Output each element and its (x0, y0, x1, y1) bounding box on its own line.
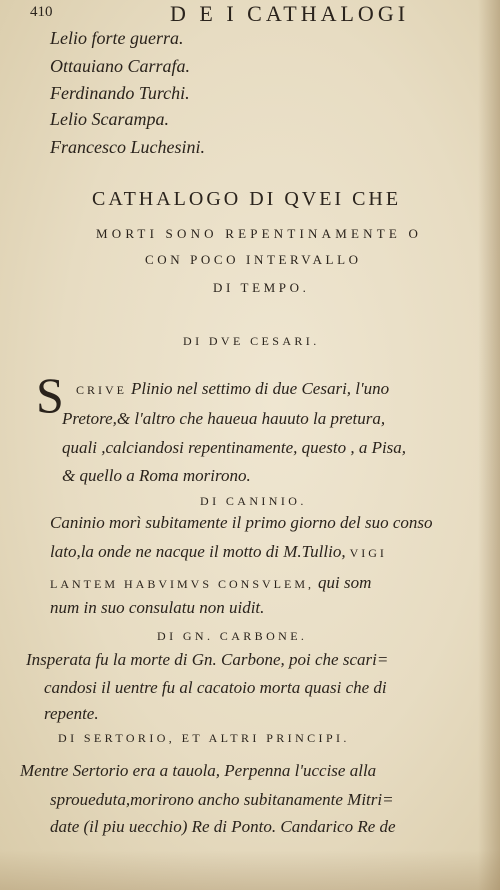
text-span: lato,la onde ne nacque il motto di M.Tullio, (50, 542, 346, 561)
small-caps-text: LANTEM HABVIMVS CONSVLEM, (50, 577, 315, 591)
catalog-heading-line: MORTI SONO REPENTINAMENTE O (96, 226, 423, 241)
text-span: Plinio nel settimo di due Cesari, l'uno (131, 379, 390, 398)
section-title: DI DVE CESARI. (183, 334, 320, 348)
text-line (50, 573, 371, 593)
text-line: Insperata fu la morte di Gn. Carbone, poi che scari= (26, 650, 389, 669)
name-line: Ferdinando Turchi. (50, 83, 190, 103)
name-line: Ottauiano Carrafa. (50, 56, 191, 76)
page-number: 410 (30, 4, 53, 20)
text-line: quali ,calciandosi repentinamente, questo , a Pisa, (62, 438, 407, 457)
page-bottom-shadow (0, 850, 500, 890)
text-line: & quello a Roma morirono. (62, 466, 251, 485)
name-line: Francesco Luchesini. (50, 137, 205, 157)
name-line: Lelio Scarampa. (50, 109, 169, 129)
drop-cap: S (36, 367, 64, 423)
catalog-heading-line: CATHALOGO DI QVEI CHE (92, 188, 402, 210)
text-span: qui som (318, 573, 372, 592)
text-line: sproueduta,morirono ancho subitanamente Mitri= (50, 790, 394, 809)
text-line (50, 542, 387, 562)
text-line (76, 379, 389, 399)
text-line: candosi il uentre fu al cacatoio morta quasi che di (44, 678, 387, 697)
small-caps-text: VIGI (349, 546, 387, 560)
text-line: date (il piu uecchio) Re di Ponto. Candarico Re de (50, 817, 396, 836)
page-edge-shadow (478, 0, 500, 890)
text-line: repente. (44, 704, 99, 723)
section-title: DI SERTORIO, ET ALTRI PRINCIPI. (58, 731, 350, 745)
section-title: DI CANINIO. (200, 494, 307, 508)
text-line: Mentre Sertorio era a tauola, Perpenna l'uccise alla (20, 761, 377, 780)
small-caps-text: CRIVE (76, 383, 127, 397)
name-line: Lelio forte guerra. (50, 28, 184, 48)
text-line: Pretore,& l'altro che haueua hauuto la pretura, (62, 409, 386, 428)
catalog-heading-line: CON POCO INTERVALLO (145, 252, 362, 267)
catalog-heading-line: DI TEMPO. (213, 280, 310, 295)
section-title: DI GN. CARBONE. (157, 629, 308, 643)
text-line: Caninio morì subitamente il primo giorno del suo conso (50, 513, 433, 532)
running-head: D E I CATHALOGI (170, 1, 410, 26)
text-line: num in suo consulatu non uidit. (50, 598, 265, 617)
